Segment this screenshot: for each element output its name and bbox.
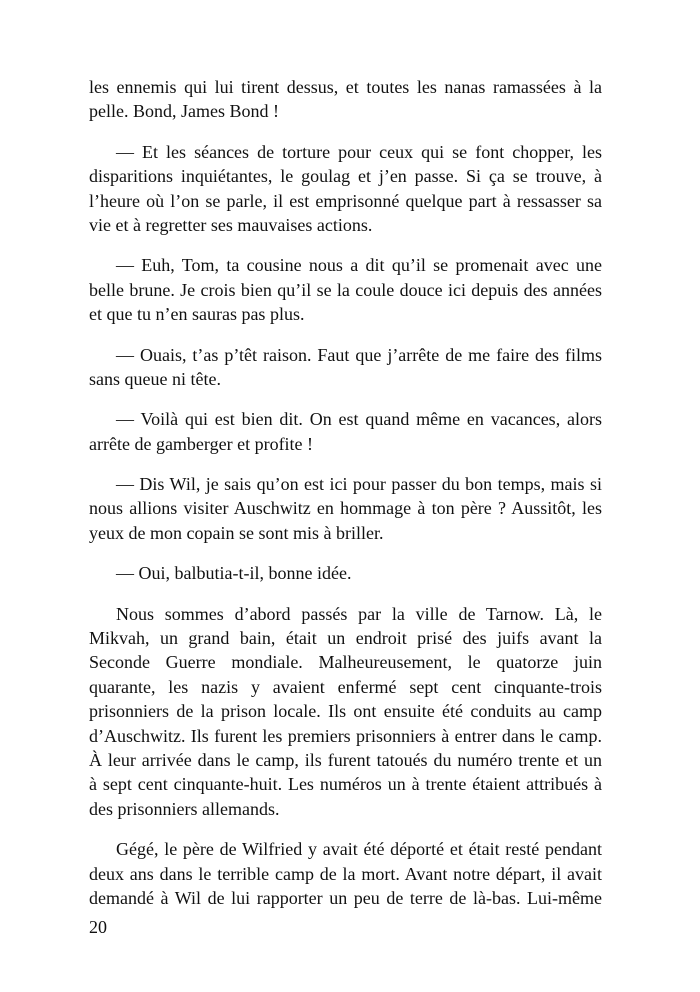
page-body xyxy=(89,75,602,926)
paragraph xyxy=(89,472,602,545)
paragraph xyxy=(89,837,602,910)
text-line: belle brune. Je crois bien qu’il se la coule douce ici depuis des années xyxy=(89,279,602,300)
paragraph xyxy=(89,253,602,326)
text-line: — Euh, Tom, ta cousine nous a dit qu’il se promenait avec une xyxy=(116,255,602,276)
text-line: — Ouais, t’as p’têt raison. Faut que j’arrête de me faire des films xyxy=(116,344,602,365)
text-line: pelle. Bond, James Bond ! xyxy=(89,101,279,122)
text-line: nous allions visiter Auschwitz en hommage à ton père ? Aussitôt, les xyxy=(89,498,602,519)
paragraph xyxy=(89,75,602,124)
text-line: quarante, les nazis y avaient enfermé sept cent cinquante-trois xyxy=(89,676,602,697)
paragraph xyxy=(89,602,602,822)
text-line: l’heure où l’on se parle, il est emprisonné quelque part à ressasser sa xyxy=(89,190,602,211)
text-line: d’Auschwitz. Ils furent les premiers prisonniers à entrer dans le camp. xyxy=(89,725,602,746)
text-line: demandé à Wil de lui rapporter un peu de terre de là-bas. Lui-même xyxy=(89,887,602,908)
text-line: arrête de gamberger et profite ! xyxy=(89,433,314,454)
text-line: des prisonniers allemands. xyxy=(89,798,280,819)
text-line: disparitions inquiétantes, le goulag et j’en passe. Si ça se trouve, à xyxy=(89,166,602,187)
paragraph xyxy=(89,407,602,456)
paragraph xyxy=(89,140,602,238)
page-number: 20 xyxy=(89,917,107,937)
text-line: les ennemis qui lui tirent dessus, et toutes les nanas ramassées à la xyxy=(89,77,602,97)
text-line: — Voilà qui est bien dit. On est quand même en vacances, alors xyxy=(116,409,602,430)
text-line: Nous sommes d’abord passés par la ville de Tarnow. Là, le xyxy=(116,603,602,624)
text-line: — Oui, balbutia-t-il, bonne idée. xyxy=(116,563,352,584)
text-line: deux ans dans le terrible camp de la mort. Avant notre départ, il avait xyxy=(89,863,602,884)
paragraph xyxy=(89,343,602,392)
text-line: vie et à regretter ses mauvaises actions. xyxy=(89,214,373,235)
text-line: et que tu n’en sauras pas plus. xyxy=(89,304,305,325)
text-line: Gégé, le père de Wilfried y avait été déporté et était resté pendant xyxy=(116,839,602,860)
text-line: sans queue ni tête. xyxy=(89,368,221,389)
text-line: Mikvah, un grand bain, était un endroit prisé des juifs avant la xyxy=(89,628,602,649)
paragraph xyxy=(89,561,602,585)
text-line: prisonniers de la prison locale. Ils ont ensuite été conduits au camp xyxy=(89,701,602,722)
text-line: à sept cent cinquante-huit. Les numéros un à trente étaient attribués à xyxy=(89,774,602,795)
text-line: Seconde Guerre mondiale. Malheureusement, le quatorze juin xyxy=(89,652,602,673)
text-line: yeux de mon copain se sont mis à briller. xyxy=(89,522,384,543)
text-line: — Dis Wil, je sais qu’on est ici pour passer du bon temps, mais si xyxy=(116,474,602,495)
text-line: À leur arrivée dans le camp, ils furent tatoués du numéro trente et un xyxy=(89,749,602,770)
text-line: — Et les séances de torture pour ceux qui se font chopper, les xyxy=(116,141,602,162)
